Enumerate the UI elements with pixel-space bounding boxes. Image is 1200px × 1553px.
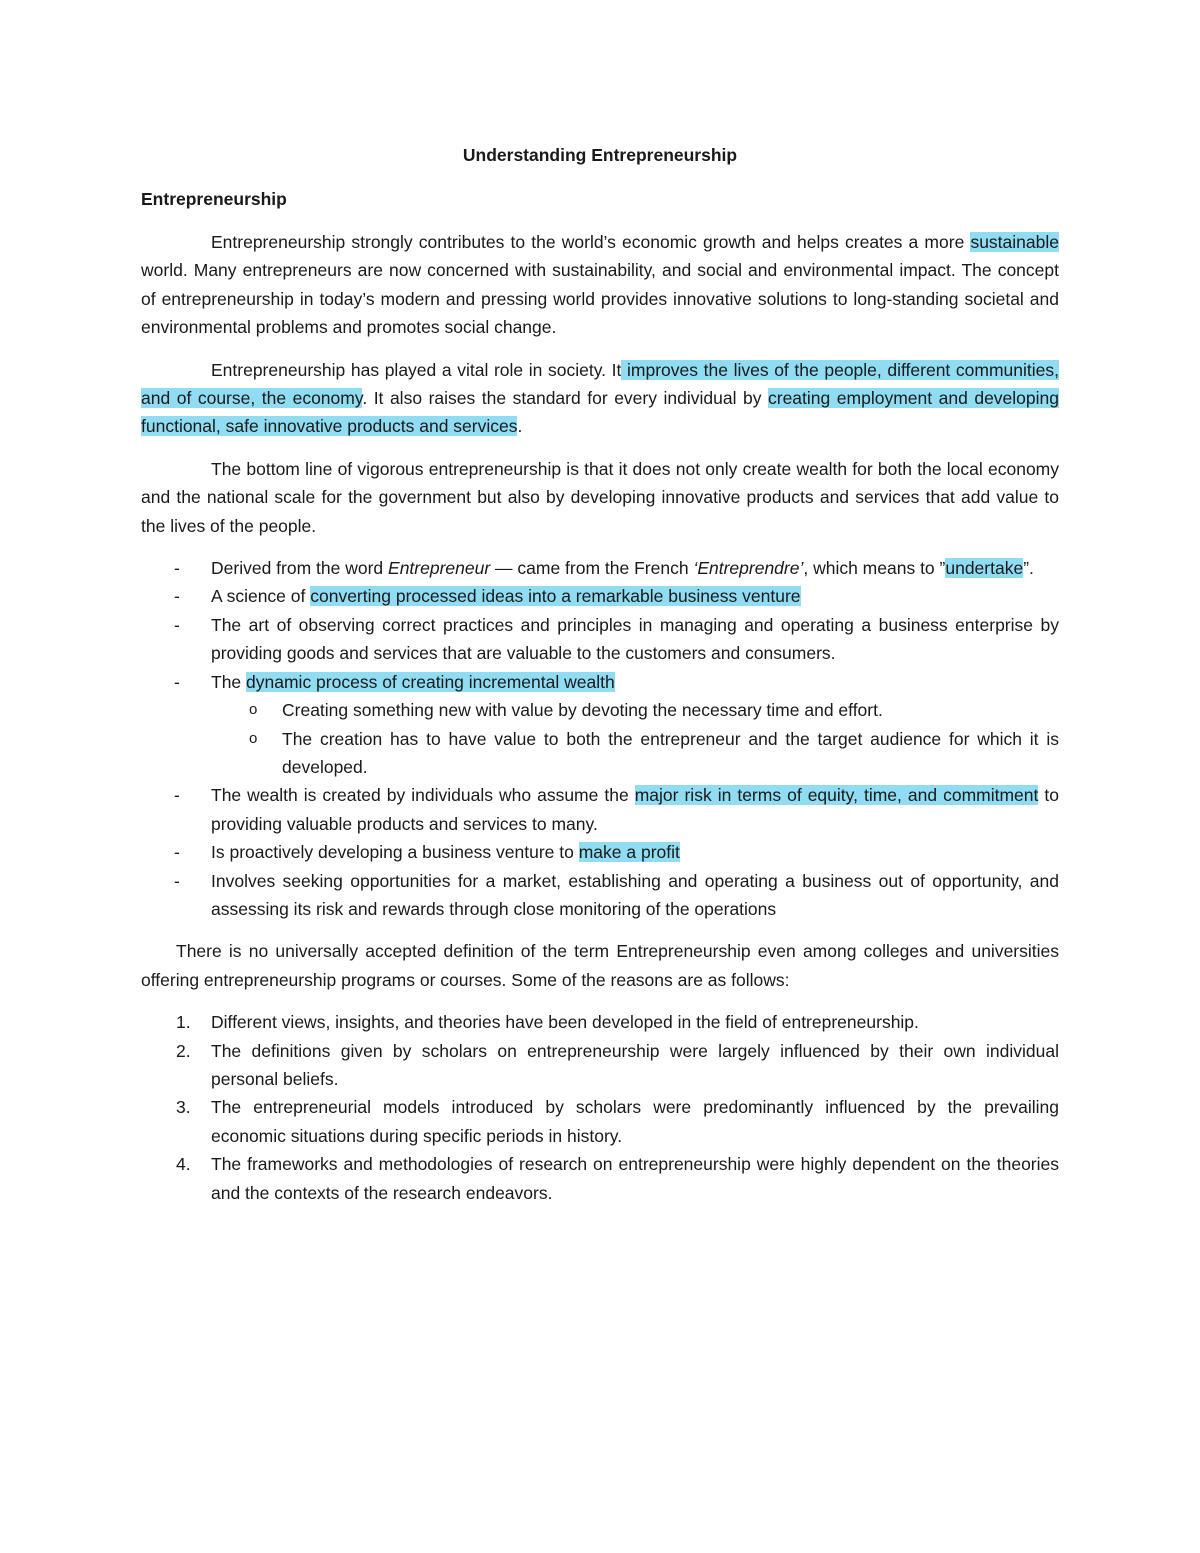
section-heading: Entrepreneurship: [141, 189, 287, 209]
highlight-improves-lives: improves the lives of the people, different communities, and of course, the economy: [141, 359, 1059, 409]
paragraph-1: [141, 228, 1059, 342]
bullet-item-profit: [141, 838, 1059, 866]
highlight-make-profit: make a profit: [578, 842, 680, 863]
highlight-undertake: undertake: [945, 558, 1024, 579]
bullet-text: Derived from the word: [211, 558, 389, 579]
reason-item: [141, 1093, 1059, 1150]
highlight-sustainable: sustainable: [970, 232, 1059, 252]
paragraph-2-text-1: Entrepreneurship has played a vital role in society. It: [211, 359, 622, 380]
sub-bullet-list: [211, 696, 1059, 781]
paragraph-4: There is no universally accepted definition of the term Entrepreneurship even among colleges and universities offering entrepreneurship programs or courses. Some of the reasons are as follows:: [141, 941, 1059, 990]
bullet-italic-entreprendre: ‘Entreprendre’: [693, 558, 804, 579]
bullet-text: to providing valuable products and services to many.: [211, 785, 1059, 834]
bullet-item-opportunities: [141, 867, 1059, 924]
dash-marker: -: [174, 785, 180, 806]
bullet-item-dynamic-process: [141, 668, 1059, 782]
definition-bullet-list: [141, 554, 1059, 923]
dash-marker: -: [174, 671, 180, 692]
paragraph-2-text-2: . It also raises the standard for every individual by: [362, 388, 768, 409]
sub-bullet-text: The creation has to have value to both the entrepreneur and the target audience for which it is developed.: [282, 728, 1059, 777]
document-page: [141, 140, 1059, 1207]
highlight-converting-ideas: converting processed ideas into a remarkable business venture: [310, 586, 801, 607]
circle-marker: o: [249, 729, 258, 747]
dash-marker: -: [174, 586, 180, 607]
dash-marker: -: [174, 614, 180, 635]
bullet-item-science: [141, 582, 1059, 610]
highlight-dynamic-process: dynamic process of creating incremental wealth: [246, 671, 615, 692]
reason-number: 2.: [176, 1040, 191, 1061]
reason-item: [141, 1008, 1059, 1036]
bullet-text: Is proactively developing a business venture to: [211, 842, 579, 863]
reason-text: The definitions given by scholars on entrepreneurship were largely influenced by their own individual personal beliefs.: [211, 1040, 1059, 1089]
bullet-text: ”.: [1023, 558, 1034, 579]
bullet-item-art: [141, 611, 1059, 668]
reason-item: [141, 1037, 1059, 1094]
sub-bullet-item: [211, 696, 1059, 724]
reason-text: The entrepreneurial models introduced by scholars were predominantly influenced by the prevailing economic situations during specific periods in history.: [211, 1097, 1059, 1146]
reason-text: The frameworks and methodologies of research on entrepreneurship were highly dependent on the theories and the contexts of the research endeavors.: [211, 1154, 1059, 1203]
highlight-creating-employment: creating employment and developing functional, safe innovative products and services: [141, 388, 1059, 437]
paragraph-3: The bottom line of vigorous entrepreneurship is that it does not only create wealth for both the local economy and the national scale for the government but also by developing innovative products and services that add value to the lives of the people.: [141, 458, 1059, 536]
dash-marker: -: [174, 870, 180, 891]
bullet-text: , which means to ”: [803, 558, 946, 579]
bullet-text: The art of observing correct practices and principles in managing and operating a business enterprise by providing goods and services that are valuable to the customers and consumers.: [211, 614, 1059, 664]
bullet-text: A science of: [211, 586, 311, 607]
reason-item: [141, 1150, 1059, 1207]
reason-text: Different views, insights, and theories have been developed in the field of entrepreneurship.: [211, 1012, 919, 1033]
paragraph-1-text-1: Entrepreneurship strongly contributes to the world’s economic growth and helps creates a more: [211, 232, 971, 252]
highlight-major-risk: major risk in terms of equity, time, and commitment: [634, 785, 1039, 806]
bullet-text: — came from the French: [490, 558, 694, 579]
reasons-list: [141, 1008, 1059, 1207]
document-title: Understanding Entrepreneurship: [462, 145, 738, 165]
bullet-text: Involves seeking opportunities for a market, establishing and operating a business out of opportunity, and assessing its risk and rewards through close monitoring of the operations: [211, 870, 1059, 919]
bullet-text: The wealth is created by individuals who assume the: [211, 785, 635, 806]
bullet-italic-entrepreneur: Entrepreneur: [388, 558, 491, 579]
circle-marker: o: [249, 701, 258, 719]
reason-number: 3.: [176, 1097, 191, 1118]
reason-number: 4.: [176, 1154, 191, 1175]
dash-marker: -: [174, 842, 180, 863]
sub-bullet-item: [211, 725, 1059, 782]
paragraph-1-text-2: world. Many entrepreneurs are now concerned with sustainability, and social and environmental impact. The concept of entrepreneurship in today’s modern and pressing world provides innovative solutions to long-standing societal and environmental problems and promotes social change.: [141, 260, 1059, 338]
bullet-text: The: [211, 671, 247, 692]
paragraph-2: [141, 356, 1059, 441]
paragraph-2-text-3: .: [517, 416, 523, 437]
sub-bullet-text: Creating something new with value by devoting the necessary time and effort.: [282, 700, 883, 721]
bullet-item-wealth: [141, 781, 1059, 838]
reason-number: 1.: [176, 1012, 191, 1033]
bullet-item-derived: [141, 554, 1059, 582]
dash-marker: -: [174, 558, 180, 579]
